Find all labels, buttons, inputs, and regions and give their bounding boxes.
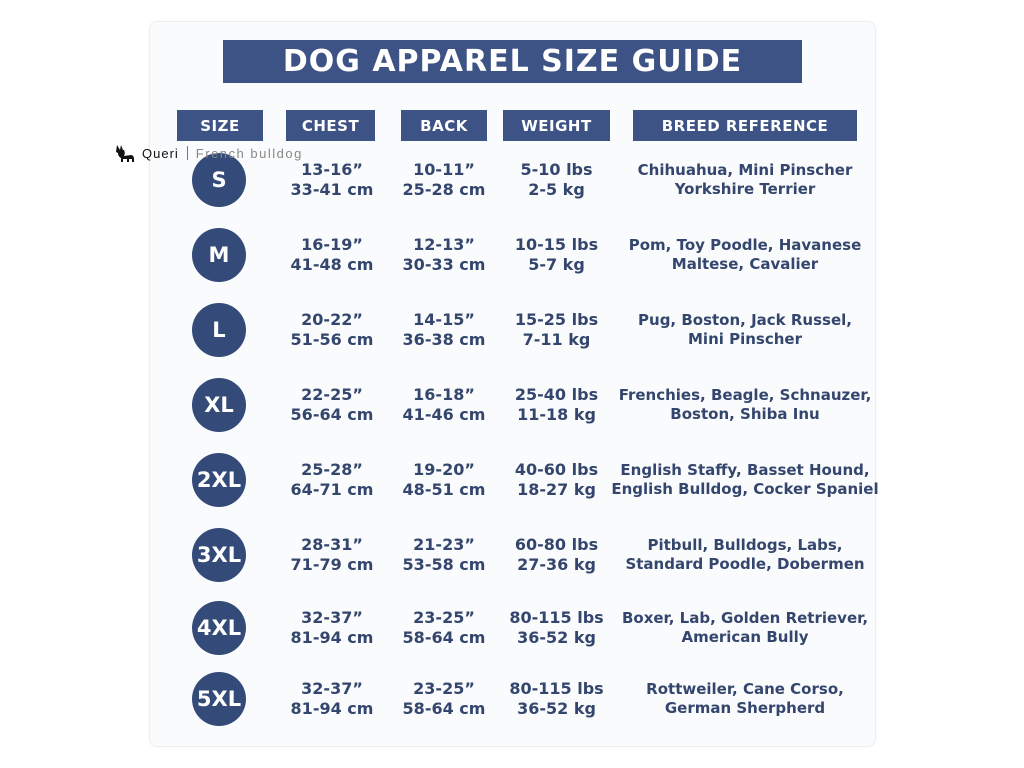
watermark (115, 143, 303, 163)
back-cell (394, 450, 494, 510)
size-badge: 2XL (192, 453, 246, 507)
back-inches: 16-18” (413, 385, 475, 404)
weight-lbs: 80-115 lbs (509, 608, 604, 627)
breed-line: Standard Poodle, Dobermen (625, 555, 865, 573)
weight-lbs: 5-10 lbs (520, 160, 593, 179)
back-cm: 48-51 cm (402, 480, 486, 499)
back-cm: 36-38 cm (402, 330, 486, 349)
weight-cell (503, 150, 610, 210)
size-badge: M (192, 228, 246, 282)
back-cell (394, 150, 494, 210)
back-cm: 41-46 cm (402, 405, 486, 424)
breed-line: American Bully (681, 628, 809, 646)
weight-kg: 36-52 kg (517, 628, 596, 647)
weight-kg: 5-7 kg (528, 255, 585, 274)
chest-cell (282, 300, 382, 360)
weight-kg: 36-52 kg (517, 699, 596, 718)
back-cm: 30-33 cm (402, 255, 486, 274)
watermark-subtitle: French bulldog (195, 145, 303, 161)
chest-cm: 64-71 cm (290, 480, 374, 499)
header-weight: WEIGHT (503, 110, 610, 141)
breed-line: Boston, Shiba Inu (670, 405, 820, 423)
breed-line: Pug, Boston, Jack Russel, (638, 311, 852, 329)
weight-lbs: 80-115 lbs (509, 679, 604, 698)
header-breed-reference: BREED REFERENCE (633, 110, 857, 141)
weight-lbs: 60-80 lbs (514, 535, 599, 554)
chest-cell (282, 450, 382, 510)
header-back: BACK (401, 110, 487, 141)
page-title: DOG APPAREL SIZE GUIDE (223, 40, 802, 83)
chest-inches: 32-37” (301, 679, 363, 698)
chest-inches: 32-37” (301, 608, 363, 627)
back-inches: 14-15” (413, 310, 475, 329)
weight-cell (503, 375, 610, 435)
back-inches: 12-13” (413, 235, 475, 254)
breed-cell (625, 669, 865, 729)
back-cell (394, 225, 494, 285)
back-cm: 25-28 cm (402, 180, 486, 199)
breed-cell (625, 525, 865, 585)
chest-cell (282, 669, 382, 729)
french-bulldog-icon (115, 143, 137, 163)
breed-line: Chihuahua, Mini Pinscher (637, 161, 853, 179)
weight-kg: 7-11 kg (522, 330, 591, 349)
weight-kg: 2-5 kg (528, 180, 585, 199)
table-row (0, 300, 1024, 360)
size-badge: 4XL (192, 601, 246, 655)
size-badge: S (192, 153, 246, 207)
chest-cm: 33-41 cm (290, 180, 374, 199)
chest-inches: 13-16” (301, 160, 363, 179)
back-cm: 58-64 cm (402, 699, 486, 718)
table-row (0, 450, 1024, 510)
chest-cm: 71-79 cm (290, 555, 374, 574)
chest-inches: 22-25” (301, 385, 363, 404)
table-row (0, 669, 1024, 729)
breed-line: Frenchies, Beagle, Schnauzer, (618, 386, 872, 404)
back-cell (394, 300, 494, 360)
table-row (0, 598, 1024, 658)
size-badge: L (192, 303, 246, 357)
weight-lbs: 10-15 lbs (514, 235, 599, 254)
breed-cell (621, 598, 869, 658)
header-chest: CHEST (286, 110, 375, 141)
breed-line: English Bulldog, Cocker Spaniel (611, 480, 879, 498)
header-size: SIZE (177, 110, 263, 141)
breed-cell (625, 150, 865, 210)
back-cm: 58-64 cm (402, 628, 486, 647)
back-inches: 23-25” (413, 608, 475, 627)
size-badge: 3XL (192, 528, 246, 582)
chest-cm: 56-64 cm (290, 405, 374, 424)
breed-line: German Sherpherd (664, 699, 826, 717)
chest-cm: 41-48 cm (290, 255, 374, 274)
weight-lbs: 15-25 lbs (514, 310, 599, 329)
breed-cell (611, 450, 879, 510)
back-inches: 19-20” (413, 460, 475, 479)
chest-cell (282, 375, 382, 435)
breed-line: Yorkshire Terrier (674, 180, 816, 198)
breed-line: Maltese, Cavalier (671, 255, 819, 273)
table-row (0, 525, 1024, 585)
chest-cm: 81-94 cm (290, 699, 374, 718)
chest-inches: 20-22” (301, 310, 363, 329)
watermark-divider (187, 146, 188, 160)
breed-line: English Staffy, Basset Hound, (620, 461, 870, 479)
weight-cell (503, 300, 610, 360)
size-badge: 5XL (192, 672, 246, 726)
breed-cell (625, 225, 865, 285)
weight-cell (503, 525, 610, 585)
back-cm: 53-58 cm (402, 555, 486, 574)
chest-inches: 28-31” (301, 535, 363, 554)
breed-cell (618, 375, 872, 435)
breed-line: Mini Pinscher (688, 330, 802, 348)
back-inches: 21-23” (413, 535, 475, 554)
breed-line: Pitbull, Bulldogs, Labs, (647, 536, 843, 554)
weight-kg: 18-27 kg (517, 480, 596, 499)
chest-inches: 25-28” (301, 460, 363, 479)
chest-cm: 51-56 cm (290, 330, 374, 349)
breed-line: Boxer, Lab, Golden Retriever, (621, 609, 869, 627)
back-cell (394, 375, 494, 435)
size-badge: XL (192, 378, 246, 432)
back-cell (394, 598, 494, 658)
chest-inches: 16-19” (301, 235, 363, 254)
chest-cm: 81-94 cm (290, 628, 374, 647)
weight-kg: 27-36 kg (517, 555, 596, 574)
breed-line: Pom, Toy Poodle, Havanese (628, 236, 862, 254)
weight-cell (503, 669, 610, 729)
chest-cell (282, 598, 382, 658)
weight-kg: 11-18 kg (517, 405, 596, 424)
back-cell (394, 669, 494, 729)
breed-cell (625, 300, 865, 360)
weight-lbs: 40-60 lbs (514, 460, 599, 479)
watermark-brand: Queri (142, 145, 179, 161)
back-cell (394, 525, 494, 585)
breed-line: Rottweiler, Cane Corso, (646, 680, 844, 698)
weight-cell (503, 225, 610, 285)
weight-cell (503, 598, 610, 658)
table-row (0, 225, 1024, 285)
table-row (0, 375, 1024, 435)
weight-cell (503, 450, 610, 510)
chest-cell (282, 525, 382, 585)
weight-lbs: 25-40 lbs (514, 385, 599, 404)
back-inches: 10-11” (413, 160, 475, 179)
back-inches: 23-25” (413, 679, 475, 698)
chest-cell (282, 225, 382, 285)
